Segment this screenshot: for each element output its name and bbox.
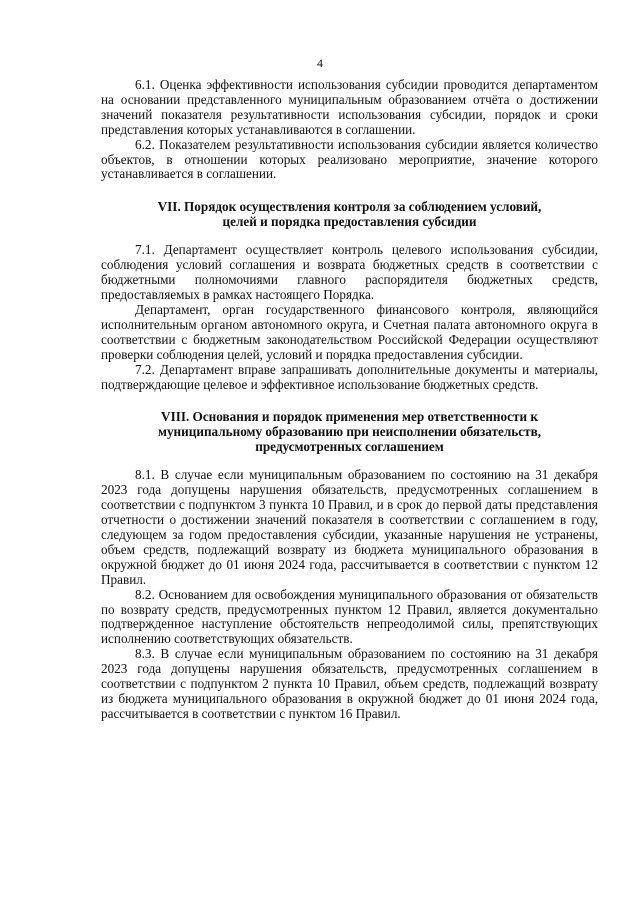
paragraph-8-1: 8.1. В случае если муниципальным образованием по состоянию на 31 декабря 2023 года допущены нарушения обязательств, предусмотренных соглашением в соответствии с подпунктом 3 пункта 10 Правил, и в срок до первой даты представления отчетности о достижении значений показателя в соответствии с соглашением в году, следующем за годом предоставления субсидии, указанные нарушения не устранены, объем средств, подлежащий возврату из бюджета муниципального образования в окружной бюджет до 01 июня 2024 года, рассчитывается в соответствии с пунктом 12 Правил. — [101, 467, 598, 587]
paragraph-6-2: 6.2. Показателем результативности использования субсидии является количество объектов, в отношении которых реализовано мероприятие, значение которого устанавливается в соглашении. — [101, 136, 598, 182]
document-body — [101, 78, 598, 722]
section-8-heading-line-1: VIII. Основания и порядок применения мер ответственности к — [161, 409, 538, 425]
paragraph-8-2: 8.2. Основанием для освобождения муниципального образования от обязательств по возврату средств, предусмотренных пунктом 12 Правил, является документально подтвержденное наступление обстоятельств непреодолимой силы, препятствующих исполнению соответствующих обязательств. — [101, 586, 598, 647]
paragraph-7-2: 7.2. Департамент вправе запрашивать дополнительные документы и материалы, подтверждающие целевое и эффективное использование бюджетных средств. — [101, 361, 598, 392]
paragraph-7-1-cont: Департамент, орган государственного финансового контроля, являющийся исполнительным органом автономного округа, и Счетная палата автономного округа в соответствии с бюджетным законодательством Российской Федерации осуществляют проверки соблюдения целей, условий и порядка предоставления субсидии. — [101, 301, 598, 362]
section-8-heading-line-2: муниципальному образованию при неисполнении обязательств, — [157, 424, 542, 440]
section-7-heading-line-2: целей и порядка предоставления субсидии — [222, 214, 477, 230]
paragraph-6-1: 6.1. Оценка эффективности использования субсидии проводится департаментом на основании представленного муниципальным образованием отчёта о достижении значений показателя результативности использования субсидии, порядок и сроки представления которых устанавливаются в соглашении. — [101, 77, 598, 137]
section-7-heading — [101, 199, 598, 229]
paragraph-7-1: 7.1. Департамент осуществляет контроль целевого использования субсидии, соблюдения условий соглашения и возврата бюджетных средств в соответствии с бюджетными полномочиями главного распорядителя бюджетных средств, предоставляемых в рамках настоящего Порядка. — [101, 242, 598, 303]
page-number: 4 — [317, 56, 323, 70]
section-7-heading-line-1: VII. Порядок осуществления контроля за соблюдением условий, — [157, 199, 542, 215]
section-8-heading-line-3: предусмотренных соглашением — [255, 439, 444, 455]
section-8-heading — [101, 409, 598, 454]
paragraph-8-3: 8.3. В случае если муниципальным образованием по состоянию на 31 декабря 2023 года допущены нарушения обязательств, предусмотренных соглашением в соответствии с подпунктом 2 пункта 10 Правил, объем средств, подлежащий возврату из бюджета муниципального образования в окружной бюджет до 01 июня 2024 года, рассчитывается в соответствии с пунктом 16 Правил. — [101, 646, 598, 721]
